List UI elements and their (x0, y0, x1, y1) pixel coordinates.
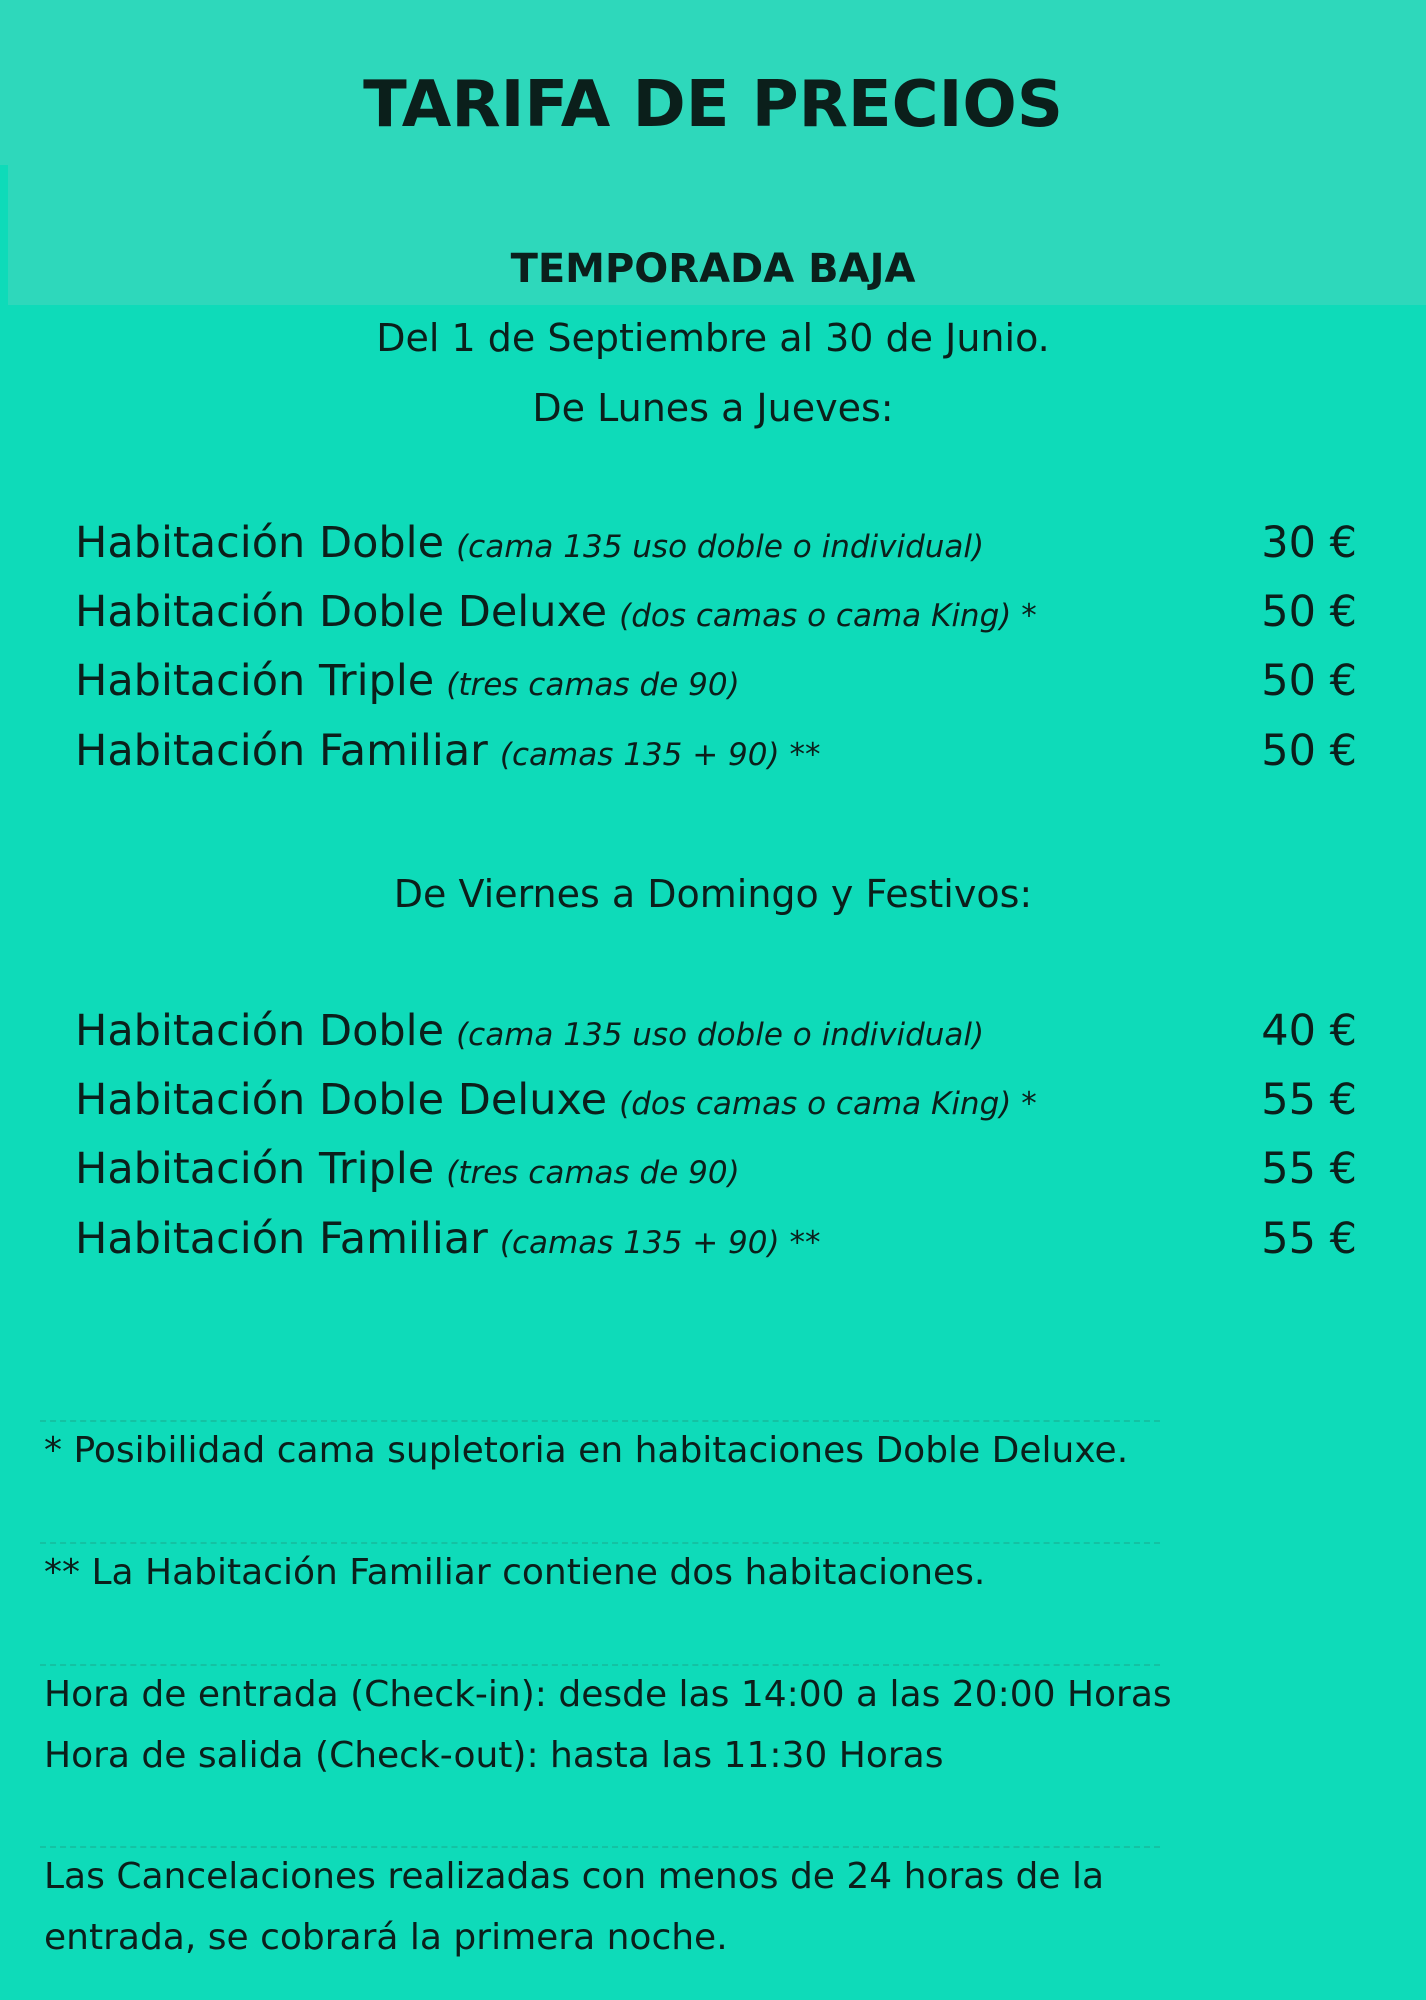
room-note: (camas 135 + 90) ** (499, 737, 821, 773)
divider (40, 1420, 1160, 1422)
cancellation-note-line2: entrada, se cobrará la primera noche. (44, 1917, 728, 1958)
weekday-rate-row (75, 587, 1357, 647)
rate-label (75, 587, 1037, 637)
family-room-note: ** La Habitación Familiar contiene dos habitaciones. (44, 1552, 986, 1593)
weekday-heading: De Lunes a Jueves: (532, 386, 894, 430)
divider (40, 1846, 1160, 1848)
season-dates: Del 1 de Septiembre al 30 de Junio. (376, 316, 1050, 360)
rate-label (75, 656, 740, 706)
rate-label (75, 1144, 740, 1194)
room-note: (cama 135 uso doble o individual) (456, 529, 985, 565)
weekend-heading: De Viernes a Domingo y Festivos: (393, 872, 1033, 916)
room-price: 50 € (1261, 726, 1357, 776)
room-name: Habitación Triple (75, 656, 435, 706)
rate-label (75, 1214, 820, 1264)
extra-bed-note: * Posibilidad cama supletoria en habitaciones Doble Deluxe. (44, 1430, 1129, 1471)
room-note: (dos camas o cama King) * (619, 598, 1037, 634)
checkout-note: Hora de salida (Check-out): hasta las 11:30 Horas (44, 1735, 944, 1776)
rate-label (75, 1006, 984, 1056)
weekday-rate-row (75, 518, 1357, 578)
room-price: 55 € (1261, 1144, 1357, 1194)
room-note: (camas 135 + 90) ** (499, 1225, 821, 1261)
room-note: (tres camas de 90) (446, 1155, 740, 1191)
room-price: 40 € (1261, 1006, 1357, 1056)
weekend-rate-row (75, 1214, 1357, 1274)
room-price: 50 € (1261, 656, 1357, 706)
checkin-note: Hora de entrada (Check-in): desde las 14:00 a las 20:00 Horas (44, 1674, 1172, 1715)
room-note: (dos camas o cama King) * (619, 1086, 1037, 1122)
divider (40, 1664, 1160, 1666)
weekday-rate-row (75, 726, 1357, 786)
rate-label (75, 726, 820, 776)
page-title: TARIFA DE PRECIOS (363, 68, 1063, 142)
rate-label (75, 1075, 1037, 1125)
room-name: Habitación Familiar (75, 1214, 488, 1264)
room-price: 50 € (1261, 587, 1357, 637)
divider (40, 1542, 1160, 1544)
weekday-rate-row (75, 656, 1357, 716)
room-name: Habitación Triple (75, 1144, 435, 1194)
weekend-rate-row (75, 1075, 1357, 1135)
weekend-rate-row (75, 1006, 1357, 1066)
rate-label (75, 518, 984, 568)
room-name: Habitación Doble (75, 1006, 445, 1056)
room-name: Habitación Doble (75, 518, 445, 568)
room-name: Habitación Familiar (75, 726, 488, 776)
room-price: 55 € (1261, 1214, 1357, 1264)
room-price: 55 € (1261, 1075, 1357, 1125)
room-note: (tres camas de 90) (446, 667, 740, 703)
cancellation-note-line1: Las Cancelaciones realizadas con menos de 24 horas de la (44, 1856, 1105, 1897)
season-name: TEMPORADA BAJA (510, 246, 916, 292)
room-note: (cama 135 uso doble o individual) (456, 1017, 985, 1053)
weekend-rate-row (75, 1144, 1357, 1204)
room-name: Habitación Doble Deluxe (75, 1075, 608, 1125)
room-price: 30 € (1261, 518, 1357, 568)
room-name: Habitación Doble Deluxe (75, 587, 608, 637)
